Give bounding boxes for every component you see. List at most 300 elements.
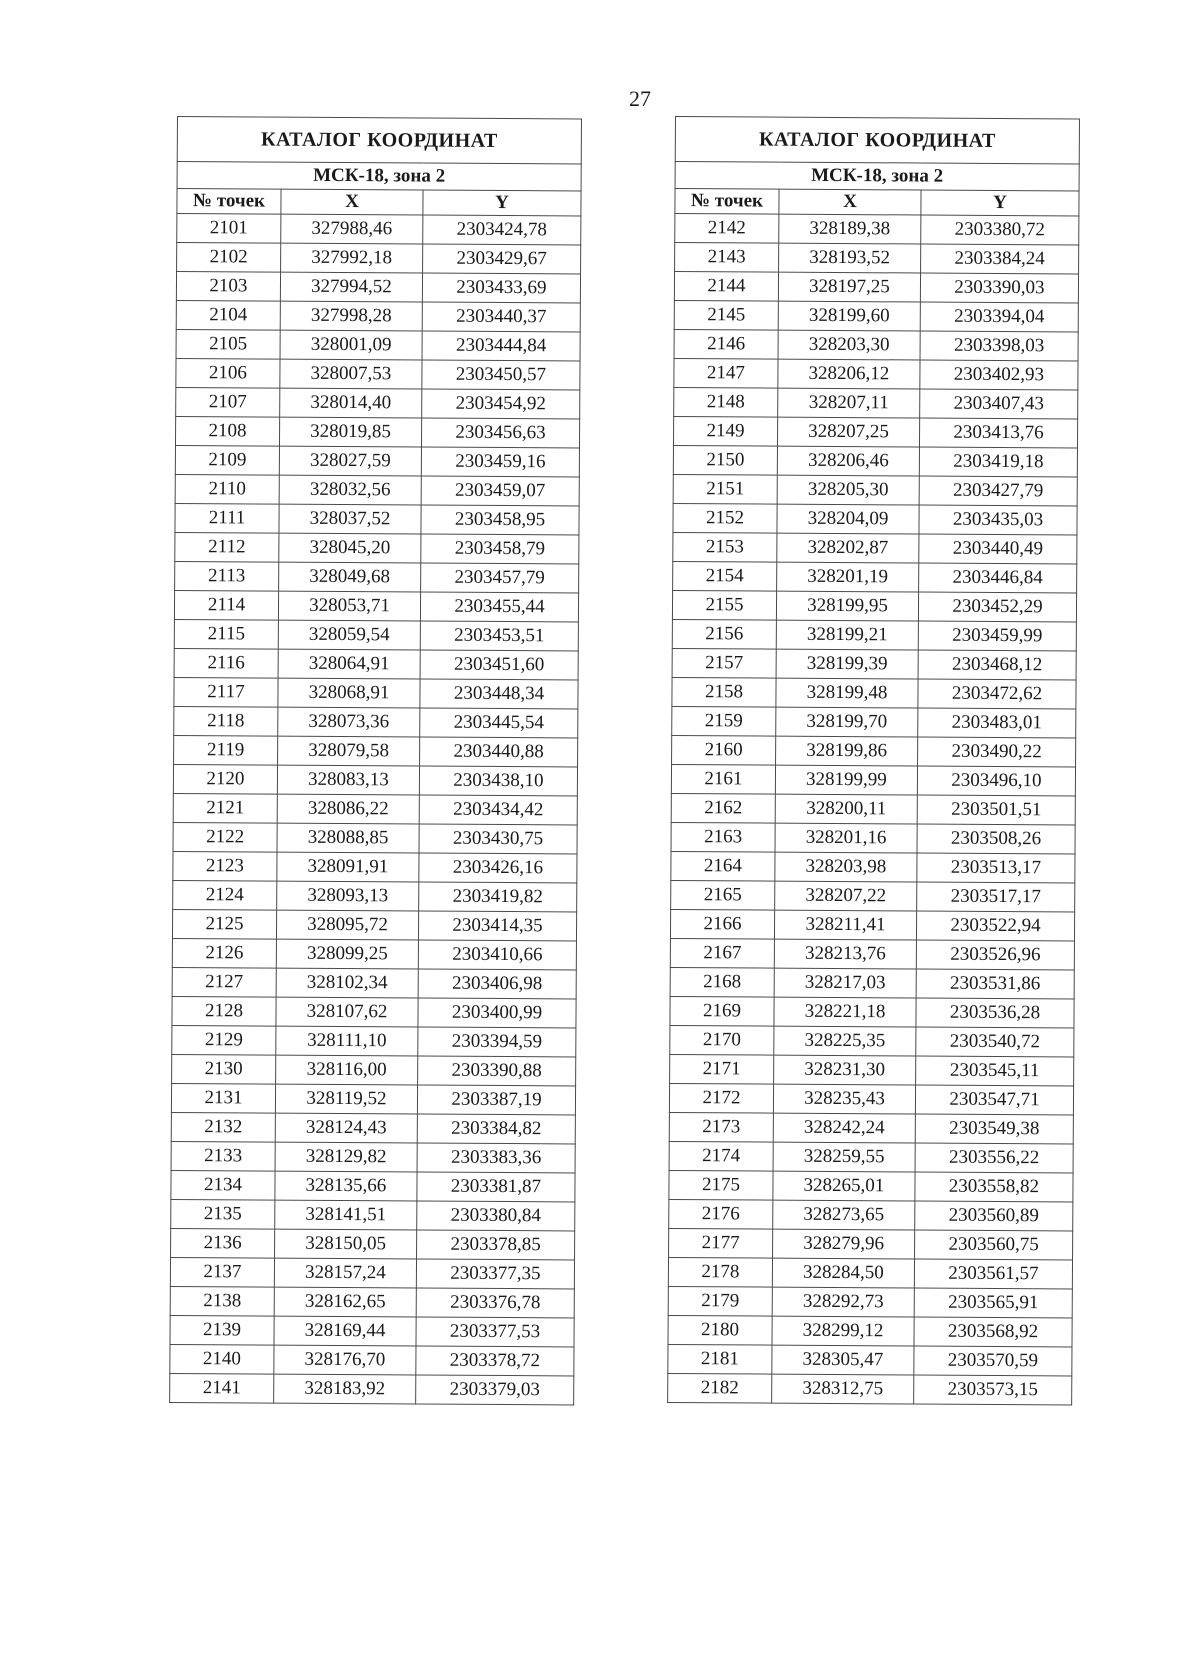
point-number-cell: 2130 — [172, 1054, 276, 1084]
x-coordinate-cell: 328083,13 — [277, 765, 419, 795]
point-number-cell: 2174 — [669, 1141, 773, 1171]
y-coordinate-cell: 2303556,22 — [915, 1143, 1073, 1173]
x-coordinate-cell: 328207,22 — [775, 881, 917, 911]
table-row — [174, 677, 578, 708]
column-header-x: X — [281, 189, 423, 215]
y-coordinate-cell: 2303517,17 — [917, 882, 1075, 912]
x-coordinate-cell: 328197,25 — [778, 272, 920, 302]
x-coordinate-cell: 328119,52 — [275, 1084, 417, 1114]
table-row — [174, 619, 578, 650]
table-row — [672, 706, 1076, 737]
point-number-cell: 2147 — [674, 358, 778, 388]
table-title: КАТАЛОГ КООРДИНАТ — [675, 117, 1079, 164]
table-row — [670, 967, 1074, 998]
table-row — [672, 648, 1076, 679]
point-number-cell: 2101 — [177, 214, 281, 244]
y-coordinate-cell: 2303376,78 — [416, 1288, 574, 1318]
x-coordinate-cell: 328312,75 — [772, 1374, 914, 1404]
y-coordinate-cell: 2303380,72 — [921, 215, 1079, 245]
y-coordinate-cell: 2303451,60 — [420, 650, 578, 680]
x-coordinate-cell: 328207,25 — [777, 417, 919, 447]
y-coordinate-cell: 2303455,44 — [420, 592, 578, 622]
x-coordinate-cell: 328116,00 — [276, 1055, 418, 1085]
y-coordinate-cell: 2303380,84 — [417, 1201, 575, 1231]
table-row — [672, 619, 1076, 650]
point-number-cell: 2122 — [173, 822, 277, 852]
coordinate-catalog-table-left — [169, 116, 582, 1405]
x-coordinate-cell: 328199,95 — [776, 591, 918, 621]
point-number-cell: 2107 — [176, 387, 280, 417]
x-coordinate-cell: 328064,91 — [278, 649, 420, 679]
x-coordinate-cell: 328199,99 — [775, 765, 917, 795]
x-coordinate-cell: 328231,30 — [774, 1055, 916, 1085]
y-coordinate-cell: 2303490,22 — [918, 737, 1076, 767]
table-row — [170, 1286, 574, 1317]
point-number-cell: 2132 — [171, 1112, 275, 1142]
point-number-cell: 2118 — [174, 706, 278, 736]
column-header-y: Y — [921, 190, 1079, 216]
y-coordinate-cell: 2303483,01 — [918, 708, 1076, 738]
y-coordinate-cell: 2303459,16 — [421, 447, 579, 477]
table-row — [670, 938, 1074, 969]
x-coordinate-cell: 328259,55 — [773, 1142, 915, 1172]
point-number-cell: 2140 — [170, 1344, 274, 1374]
x-coordinate-cell: 328205,30 — [777, 475, 919, 505]
y-coordinate-cell: 2303377,53 — [416, 1317, 574, 1347]
point-number-cell: 2161 — [671, 764, 775, 794]
y-coordinate-cell: 2303424,78 — [423, 215, 581, 245]
point-number-cell: 2166 — [670, 909, 774, 939]
table-row — [671, 793, 1075, 824]
point-number-cell: 2177 — [669, 1228, 773, 1258]
table-row — [673, 416, 1077, 447]
table-row — [172, 909, 576, 940]
point-number-cell: 2128 — [172, 996, 276, 1026]
table-row — [171, 1141, 575, 1172]
x-coordinate-cell: 328049,68 — [279, 562, 421, 592]
table-row — [174, 590, 578, 621]
y-coordinate-cell: 2303496,10 — [917, 766, 1075, 796]
table-row — [674, 358, 1078, 389]
y-coordinate-cell: 2303568,92 — [914, 1317, 1072, 1347]
table-row — [673, 561, 1077, 592]
x-coordinate-cell: 328242,24 — [773, 1113, 915, 1143]
table-row — [668, 1286, 1072, 1317]
y-coordinate-cell: 2303413,76 — [919, 418, 1077, 448]
table-row — [175, 445, 579, 476]
x-coordinate-cell: 327988,46 — [281, 214, 423, 244]
table-row — [170, 1373, 574, 1404]
x-coordinate-cell: 328206,12 — [778, 359, 920, 389]
point-number-cell: 2178 — [668, 1257, 772, 1287]
x-coordinate-cell: 328068,91 — [278, 678, 420, 708]
x-coordinate-cell: 328199,86 — [776, 736, 918, 766]
x-coordinate-cell: 328162,65 — [274, 1287, 416, 1317]
x-coordinate-cell: 328211,41 — [774, 910, 916, 940]
table-row — [175, 532, 579, 563]
table-row — [673, 503, 1077, 534]
point-number-cell: 2153 — [673, 532, 777, 562]
table-row — [670, 1025, 1074, 1056]
table-row — [669, 1112, 1073, 1143]
y-coordinate-cell: 2303402,93 — [920, 360, 1078, 390]
table-row — [175, 503, 579, 534]
x-coordinate-cell: 328207,11 — [778, 388, 920, 418]
x-coordinate-cell: 328032,56 — [279, 475, 421, 505]
point-number-cell: 2116 — [174, 648, 278, 678]
x-coordinate-cell: 328199,70 — [776, 707, 918, 737]
point-number-cell: 2160 — [672, 735, 776, 765]
y-coordinate-cell: 2303381,87 — [417, 1172, 575, 1202]
point-number-cell: 2165 — [671, 880, 775, 910]
point-number-cell: 2124 — [173, 880, 277, 910]
y-coordinate-cell: 2303426,16 — [419, 853, 577, 883]
table-row — [173, 880, 577, 911]
y-coordinate-cell: 2303383,36 — [417, 1143, 575, 1173]
point-number-cell: 2181 — [668, 1344, 772, 1374]
table-row — [668, 1315, 1072, 1346]
table-row — [170, 1344, 574, 1375]
x-coordinate-cell: 327994,52 — [280, 272, 422, 302]
point-number-cell: 2129 — [172, 1025, 276, 1055]
y-coordinate-cell: 2303438,10 — [419, 766, 577, 796]
y-coordinate-cell: 2303526,96 — [916, 940, 1074, 970]
table-row — [669, 1199, 1073, 1230]
y-coordinate-cell: 2303561,57 — [914, 1259, 1072, 1289]
point-number-cell: 2159 — [672, 706, 776, 736]
point-number-cell: 2105 — [176, 329, 280, 359]
x-coordinate-cell: 328014,40 — [280, 388, 422, 418]
y-coordinate-cell: 2303522,94 — [916, 911, 1074, 941]
x-coordinate-cell: 328095,72 — [276, 910, 418, 940]
column-header-point: № точек — [675, 189, 779, 215]
y-coordinate-cell: 2303448,34 — [420, 679, 578, 709]
point-number-cell: 2169 — [670, 996, 774, 1026]
y-coordinate-cell: 2303384,24 — [921, 244, 1079, 274]
table-row — [670, 996, 1074, 1027]
point-number-cell: 2103 — [176, 272, 280, 302]
x-coordinate-cell: 328079,58 — [278, 736, 420, 766]
point-number-cell: 2145 — [674, 300, 778, 330]
y-coordinate-cell: 2303513,17 — [917, 853, 1075, 883]
y-coordinate-cell: 2303560,75 — [915, 1230, 1073, 1260]
table-row — [675, 214, 1079, 245]
x-coordinate-cell: 328199,21 — [776, 620, 918, 650]
x-coordinate-cell: 328221,18 — [774, 997, 916, 1027]
point-number-cell: 2115 — [174, 619, 278, 649]
x-coordinate-cell: 328189,38 — [779, 214, 921, 244]
y-coordinate-cell: 2303570,59 — [914, 1346, 1072, 1376]
table-row — [172, 967, 576, 998]
table-row — [671, 764, 1075, 795]
point-number-cell: 2108 — [175, 416, 279, 446]
table-subtitle: МСК-18, зона 2 — [675, 162, 1079, 191]
y-coordinate-cell: 2303450,57 — [422, 360, 580, 390]
table-row — [173, 764, 577, 795]
point-number-cell: 2148 — [674, 387, 778, 417]
x-coordinate-cell: 328299,12 — [772, 1316, 914, 1346]
table-row — [670, 1054, 1074, 1085]
table-row — [673, 474, 1077, 505]
x-coordinate-cell: 328150,05 — [275, 1229, 417, 1259]
point-number-cell: 2109 — [175, 445, 279, 475]
y-coordinate-cell: 2303456,63 — [421, 418, 579, 448]
table-row — [171, 1199, 575, 1230]
point-number-cell: 2126 — [172, 938, 276, 968]
x-coordinate-cell: 328206,46 — [777, 446, 919, 476]
y-coordinate-cell: 2303540,72 — [916, 1027, 1074, 1057]
table-row — [668, 1373, 1072, 1404]
y-coordinate-cell: 2303378,72 — [416, 1346, 574, 1376]
x-coordinate-cell: 328200,11 — [775, 794, 917, 824]
y-coordinate-cell: 2303387,19 — [417, 1085, 575, 1115]
x-coordinate-cell: 328305,47 — [772, 1345, 914, 1375]
point-number-cell: 2114 — [174, 590, 278, 620]
table-row — [171, 1170, 575, 1201]
table-row — [671, 851, 1075, 882]
point-number-cell: 2144 — [674, 272, 778, 302]
point-number-cell: 2142 — [675, 214, 779, 244]
point-number-cell: 2136 — [171, 1228, 275, 1258]
y-coordinate-cell: 2303440,88 — [420, 737, 578, 767]
x-coordinate-cell: 328053,71 — [278, 591, 420, 621]
point-number-cell: 2123 — [173, 851, 277, 881]
y-coordinate-cell: 2303394,59 — [418, 1027, 576, 1057]
column-header-point: № точек — [177, 189, 281, 215]
table-row — [674, 272, 1078, 303]
point-number-cell: 2113 — [175, 561, 279, 591]
x-coordinate-cell: 328073,36 — [278, 707, 420, 737]
point-number-cell: 2158 — [672, 677, 776, 707]
point-number-cell: 2162 — [671, 793, 775, 823]
point-number-cell: 2176 — [669, 1199, 773, 1229]
y-coordinate-cell: 2303565,91 — [914, 1288, 1072, 1318]
x-coordinate-cell: 328124,43 — [275, 1113, 417, 1143]
table-row — [173, 793, 577, 824]
x-coordinate-cell: 328037,52 — [279, 504, 421, 534]
x-coordinate-cell: 328225,35 — [774, 1026, 916, 1056]
point-number-cell: 2131 — [171, 1083, 275, 1113]
y-coordinate-cell: 2303445,54 — [420, 708, 578, 738]
table-row — [174, 648, 578, 679]
point-number-cell: 2137 — [170, 1257, 274, 1287]
y-coordinate-cell: 2303531,86 — [916, 969, 1074, 999]
column-header-y: Y — [423, 190, 581, 216]
y-coordinate-cell: 2303440,49 — [919, 534, 1077, 564]
table-row — [173, 851, 577, 882]
table-row — [172, 1054, 576, 1085]
point-number-cell: 2157 — [672, 648, 776, 678]
point-number-cell: 2180 — [668, 1315, 772, 1345]
point-number-cell: 2172 — [669, 1083, 773, 1113]
point-number-cell: 2141 — [170, 1373, 274, 1403]
x-coordinate-cell: 328001,09 — [280, 330, 422, 360]
y-coordinate-cell: 2303558,82 — [915, 1172, 1073, 1202]
point-number-cell: 2133 — [171, 1141, 275, 1171]
table-row — [668, 1344, 1072, 1375]
x-coordinate-cell: 328099,25 — [276, 939, 418, 969]
table-row — [671, 880, 1075, 911]
x-coordinate-cell: 328176,70 — [274, 1345, 416, 1375]
x-coordinate-cell: 328279,96 — [773, 1229, 915, 1259]
x-coordinate-cell: 328157,24 — [274, 1258, 416, 1288]
point-number-cell: 2135 — [171, 1199, 275, 1229]
table-row — [673, 445, 1077, 476]
point-number-cell: 2163 — [671, 822, 775, 852]
y-coordinate-cell: 2303394,04 — [920, 302, 1078, 332]
y-coordinate-cell: 2303430,75 — [419, 824, 577, 854]
x-coordinate-cell: 328129,82 — [275, 1142, 417, 1172]
table-row — [173, 822, 577, 853]
point-number-cell: 2111 — [175, 503, 279, 533]
point-number-cell: 2173 — [669, 1112, 773, 1142]
table-row — [672, 677, 1076, 708]
y-coordinate-cell: 2303440,37 — [422, 302, 580, 332]
y-coordinate-cell: 2303458,79 — [421, 534, 579, 564]
y-coordinate-cell: 2303472,62 — [918, 679, 1076, 709]
x-coordinate-cell: 328201,19 — [777, 562, 919, 592]
x-coordinate-cell: 328007,53 — [280, 359, 422, 389]
x-coordinate-cell: 328202,87 — [777, 533, 919, 563]
table-row — [672, 735, 1076, 766]
x-coordinate-cell: 328203,98 — [775, 852, 917, 882]
y-coordinate-cell: 2303545,11 — [916, 1056, 1074, 1086]
y-coordinate-cell: 2303406,98 — [418, 969, 576, 999]
x-coordinate-cell: 328203,30 — [778, 330, 920, 360]
table-row — [674, 329, 1078, 360]
y-coordinate-cell: 2303459,07 — [421, 476, 579, 506]
point-number-cell: 2156 — [672, 619, 776, 649]
table-row — [174, 706, 578, 737]
point-number-cell: 2182 — [668, 1373, 772, 1403]
y-coordinate-cell: 2303454,92 — [422, 389, 580, 419]
x-coordinate-cell: 328193,52 — [779, 243, 921, 273]
table-row — [176, 358, 580, 389]
table-row — [172, 938, 576, 969]
x-coordinate-cell: 328284,50 — [772, 1258, 914, 1288]
y-coordinate-cell: 2303419,18 — [919, 447, 1077, 477]
y-coordinate-cell: 2303549,38 — [915, 1114, 1073, 1144]
point-number-cell: 2175 — [669, 1170, 773, 1200]
y-coordinate-cell: 2303400,99 — [418, 998, 576, 1028]
y-coordinate-cell: 2303459,99 — [918, 621, 1076, 651]
table-row — [673, 532, 1077, 563]
point-number-cell: 2117 — [174, 677, 278, 707]
x-coordinate-cell: 328213,76 — [774, 939, 916, 969]
point-number-cell: 2143 — [675, 243, 779, 273]
point-number-cell: 2112 — [175, 532, 279, 562]
y-coordinate-cell: 2303501,51 — [917, 795, 1075, 825]
x-coordinate-cell: 328027,59 — [279, 446, 421, 476]
point-number-cell: 2146 — [674, 329, 778, 359]
point-number-cell: 2119 — [174, 735, 278, 765]
table-row — [174, 735, 578, 766]
y-coordinate-cell: 2303457,79 — [421, 563, 579, 593]
table-row — [668, 1257, 1072, 1288]
table-row — [176, 329, 580, 360]
x-coordinate-cell: 328217,03 — [774, 968, 916, 998]
table-row — [176, 300, 580, 331]
x-coordinate-cell: 328107,62 — [276, 997, 418, 1027]
point-number-cell: 2168 — [670, 967, 774, 997]
y-coordinate-cell: 2303508,26 — [917, 824, 1075, 854]
x-coordinate-cell: 328111,10 — [276, 1026, 418, 1056]
table-row — [177, 243, 581, 274]
table-row — [672, 590, 1076, 621]
table-row — [669, 1228, 1073, 1259]
y-coordinate-cell: 2303435,03 — [919, 505, 1077, 535]
x-coordinate-cell: 328091,91 — [277, 852, 419, 882]
x-coordinate-cell: 328273,65 — [773, 1200, 915, 1230]
point-number-cell: 2127 — [172, 967, 276, 997]
point-number-cell: 2149 — [673, 416, 777, 446]
point-number-cell: 2152 — [673, 503, 777, 533]
y-coordinate-cell: 2303410,66 — [418, 940, 576, 970]
point-number-cell: 2125 — [172, 909, 276, 939]
point-number-cell: 2120 — [173, 764, 277, 794]
table-row — [669, 1141, 1073, 1172]
y-coordinate-cell: 2303414,35 — [418, 911, 576, 941]
x-coordinate-cell: 328093,13 — [277, 881, 419, 911]
x-coordinate-cell: 328199,39 — [776, 649, 918, 679]
y-coordinate-cell: 2303458,95 — [421, 505, 579, 535]
y-coordinate-cell: 2303419,82 — [419, 882, 577, 912]
table-row — [170, 1257, 574, 1288]
x-coordinate-cell: 328292,73 — [772, 1287, 914, 1317]
page-number: 27 — [629, 86, 651, 111]
x-coordinate-cell: 328235,43 — [773, 1084, 915, 1114]
x-coordinate-cell: 328088,85 — [277, 823, 419, 853]
point-number-cell: 2104 — [176, 300, 280, 330]
y-coordinate-cell: 2303573,15 — [914, 1375, 1072, 1405]
table-row — [171, 1112, 575, 1143]
table-row — [170, 1315, 574, 1346]
x-coordinate-cell: 328265,01 — [773, 1171, 915, 1201]
table-row — [172, 996, 576, 1027]
x-coordinate-cell: 328183,92 — [274, 1374, 416, 1404]
table-row — [171, 1083, 575, 1114]
y-coordinate-cell: 2303377,35 — [416, 1259, 574, 1289]
table-row — [171, 1228, 575, 1259]
point-number-cell: 2179 — [668, 1286, 772, 1316]
x-coordinate-cell: 328059,54 — [278, 620, 420, 650]
column-header-x: X — [779, 189, 921, 215]
x-coordinate-cell: 327992,18 — [281, 243, 423, 273]
table-row — [175, 561, 579, 592]
y-coordinate-cell: 2303379,03 — [416, 1375, 574, 1405]
y-coordinate-cell: 2303429,67 — [423, 244, 581, 274]
y-coordinate-cell: 2303536,28 — [916, 998, 1074, 1028]
table-row — [669, 1170, 1073, 1201]
point-number-cell: 2154 — [673, 561, 777, 591]
y-coordinate-cell: 2303444,84 — [422, 331, 580, 361]
point-number-cell: 2121 — [173, 793, 277, 823]
table-row — [675, 243, 1079, 274]
point-number-cell: 2139 — [170, 1315, 274, 1345]
point-number-cell: 2164 — [671, 851, 775, 881]
x-coordinate-cell: 328199,60 — [778, 301, 920, 331]
table-row — [674, 387, 1078, 418]
y-coordinate-cell: 2303446,84 — [919, 563, 1077, 593]
x-coordinate-cell: 328135,66 — [275, 1171, 417, 1201]
y-coordinate-cell: 2303468,12 — [918, 650, 1076, 680]
point-number-cell: 2170 — [670, 1025, 774, 1055]
point-number-cell: 2134 — [171, 1170, 275, 1200]
point-number-cell: 2155 — [672, 590, 776, 620]
table-row — [175, 474, 579, 505]
point-number-cell: 2150 — [673, 445, 777, 475]
table-row — [172, 1025, 576, 1056]
